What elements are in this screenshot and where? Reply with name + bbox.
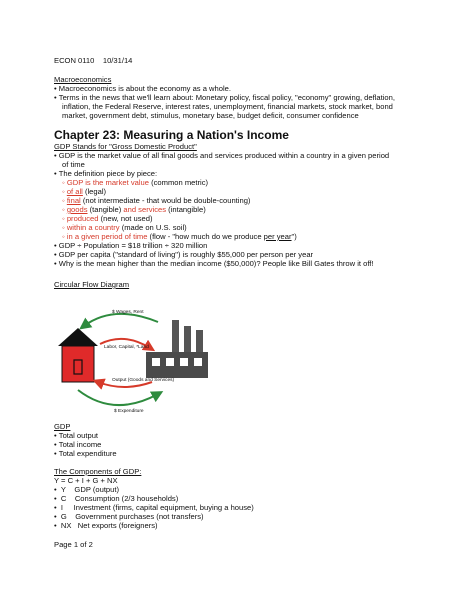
component-item: • NX Net exports (foreigners) <box>54 521 158 530</box>
def-piece-item: ◦ produced (new, not used) <box>62 214 153 223</box>
def-piece-item: ◦ within a country (made on U.S. soil) <box>62 223 187 232</box>
macro-bullet-cont: inflation, the Federal Reserve, interest rates, unemployment, financial markets, stock market, bond <box>62 102 393 111</box>
components-equation: Y = C + I + G + NX <box>54 476 118 485</box>
gdp-list-item: • Total income <box>54 440 102 449</box>
gdp-list-title: GDP <box>54 422 71 431</box>
def-piece-item: ◦ goods (tangible) and services (intangible) <box>62 205 206 214</box>
page-number: Page 1 of 2 <box>54 540 93 549</box>
chapter-title: Chapter 23: Measuring a Nation's Income <box>54 128 289 142</box>
component-item: • I Investment (firms, capital equipment, buying a house) <box>54 503 254 512</box>
chapter-subtitle: GDP Stands for "Gross Domestic Product" <box>54 142 197 151</box>
components-title: The Components of GDP: <box>54 467 142 476</box>
def-piece-item: ◦ in a given period of time (flow - "how much do we produce per year") <box>62 232 297 241</box>
component-item: • C Consumption (2/3 households) <box>54 494 179 503</box>
macro-title: Macroeconomics <box>54 75 112 84</box>
gdp-list-item: • Total expenditure <box>54 449 117 458</box>
macro-bullet-cont: market, government debt, stimulus, monetary base, budget deficit, consumer confidence <box>62 111 359 120</box>
def-piece-item: ◦ GDP is the market value (common metric) <box>62 178 209 187</box>
macro-bullet: • Terms in the news that we'll learn about: Monetary policy, fiscal policy, "economy" growing, deflation, <box>54 93 395 102</box>
lecture-date: 10/31/14 <box>102 56 133 65</box>
def-piece-item: ◦ of all (legal) <box>62 187 107 196</box>
wages-flow-arrow <box>84 314 158 326</box>
expenditure-flow-arrow <box>78 390 158 405</box>
def-piece-item: ◦ final (not intermediate - that would be double-counting) <box>62 196 251 205</box>
gdp-list-item: • Total output <box>54 431 99 440</box>
gdp-fact: • GDP ÷ Population = $18 trillion ÷ 320 million <box>54 241 208 250</box>
firm-factory-icon <box>146 320 208 378</box>
output-label: Output (Goods and Services) <box>112 378 175 383</box>
def-piece-heading: • The definition piece by piece: <box>54 169 158 178</box>
gdp-fact: • GDP per capita ("standard of living") is roughly $55,000 per person per year <box>54 250 314 259</box>
circular-flow-title: Circular Flow Diagram <box>54 280 130 289</box>
gdp-definition: • GDP is the market value of all final goods and services produced within a country in a given period <box>54 151 390 160</box>
wages-label: $ Wages, Rent <box>112 310 144 315</box>
gdp-definition-cont: of time <box>62 160 85 169</box>
expenditure-label: $ Expenditure <box>114 409 144 414</box>
component-item: • Y GDP (output) <box>54 485 120 494</box>
labor-label: Labor, Capital, *Land <box>104 345 149 350</box>
course-code: ECON 0110 <box>54 56 95 65</box>
circular-flow-diagram <box>54 308 244 420</box>
header-line <box>54 56 132 65</box>
household-house-icon <box>58 328 98 382</box>
gdp-fact: • Why is the mean higher than the median income ($50,000)? People like Bill Gates throw it off! <box>54 259 374 268</box>
component-item: • G Government purchases (not transfers) <box>54 512 204 521</box>
macro-bullet: • Macroeconomics is about the economy as a whole. <box>54 84 231 93</box>
